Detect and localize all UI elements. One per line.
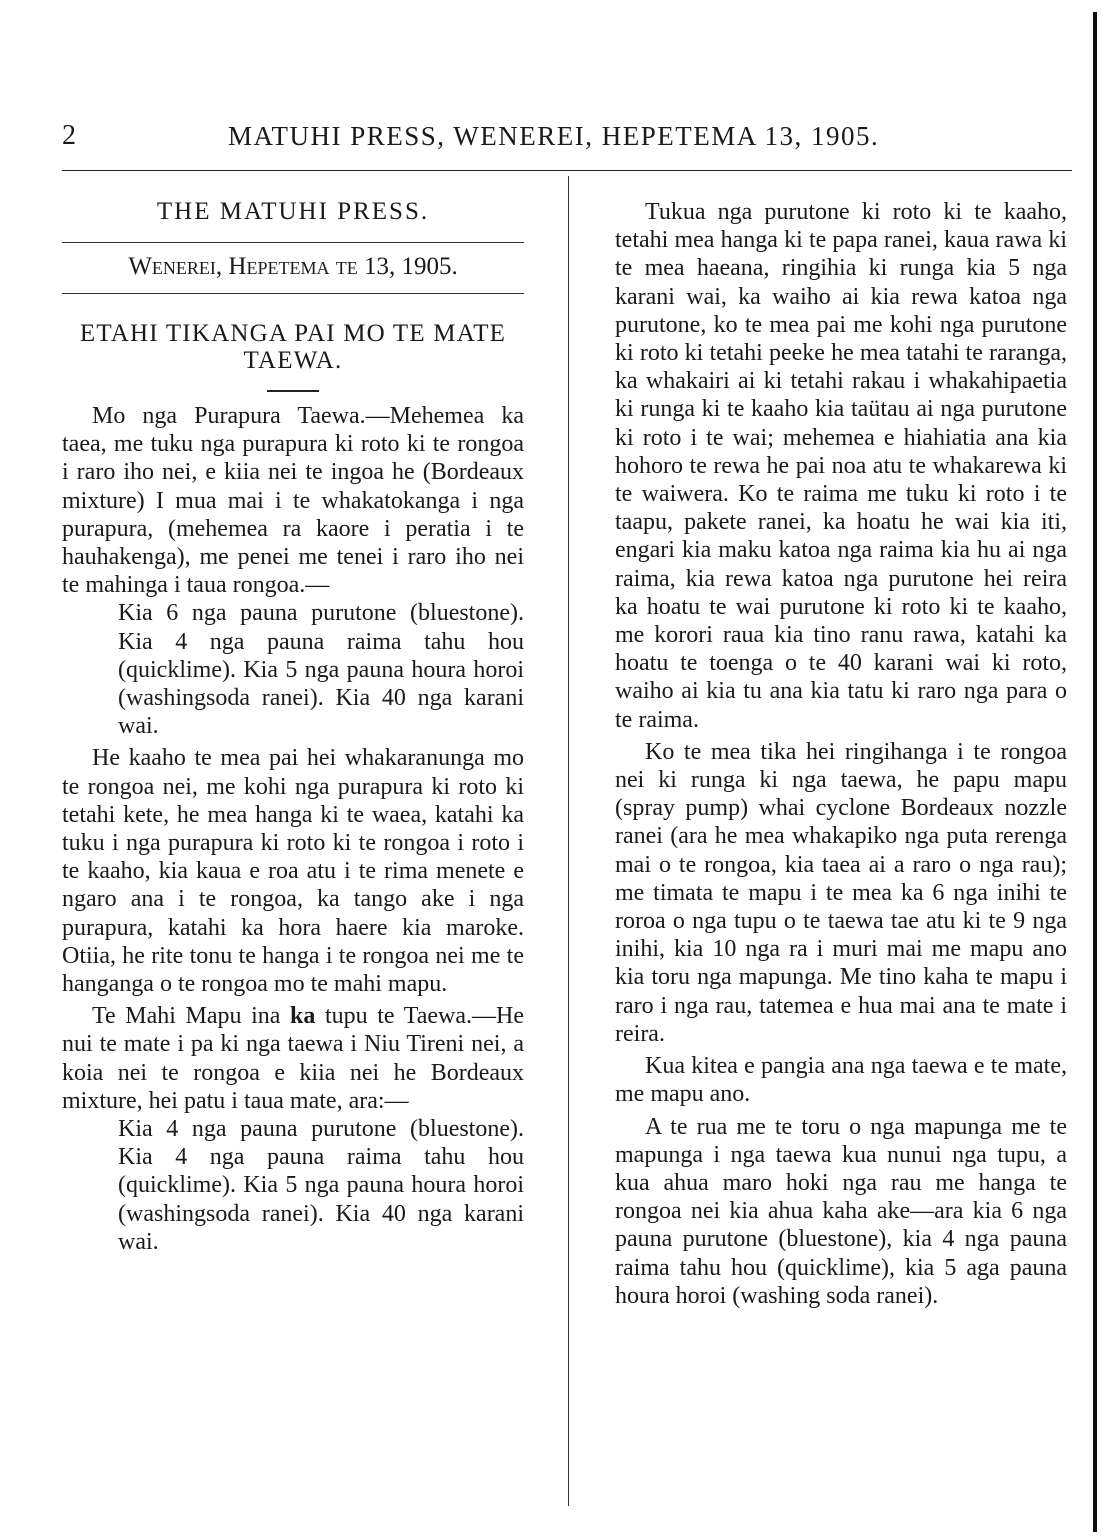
recipe-spray: Kia 4 nga pauna purutone (bluestone). Kia 4 nga pauna raima tahu hou (quicklime). Kia 5 nga pauna houra horoi (washingsoda ranei). Kia 40 nga karani wai. (118, 1116, 524, 1255)
dateline-rule (62, 293, 524, 294)
article-headline: ETAHI TIKANGA PAI MO TE MATE TAEWA. (79, 320, 507, 374)
headline-short-rule (267, 390, 319, 392)
spraying-text-bold: ka (290, 1003, 316, 1030)
page-edge-line (1093, 12, 1097, 1532)
dateline (62, 247, 524, 287)
column-divider (568, 176, 569, 1506)
right-column (615, 198, 1067, 1310)
recipe-seed: Kia 6 nga pauna purutone (bluestone). Kia 4 nga pauna raima tahu hou (quicklime). Kia 5 nga pauna houra horoi (washingsoda ranei). Kia 40 nga karani wai. (118, 600, 524, 740)
header-rule (62, 170, 1072, 171)
running-head-title: MATUHI PRESS, WENEREI, HEPETEMA 13, 1905. (228, 121, 880, 151)
left-column (62, 184, 524, 1256)
spraying-text-a: Te Mahi Mapu ina (92, 1003, 291, 1030)
dateline-prefix: Wenerei, Hepetema te (128, 253, 364, 280)
spraying-text-b: tupu te Taewa.—He nui te mate i pa ki nga taewa i Niu Tireni nei, a koia nei te rongoa e kiia nei he Bordeaux mixture, hei patu i taua mate, ara:— (62, 1003, 525, 1114)
masthead-rule (62, 242, 524, 243)
article-paragraph-respray: Kua kitea e pangia ana nga taewa e te mate, me mapu ano. (615, 1053, 1067, 1108)
masthead: THE MATUHI PRESS. (156, 198, 430, 225)
running-head (62, 116, 1072, 156)
article-paragraph-spraying (62, 1002, 524, 1115)
article-paragraph-pump: Ko te mea tika hei ringihanga i te rongoa nei ki runga ki nga taewa, he papu mapu (spray pump) whai cyclone Bordeaux nozzle ranei (ara he mea whakapiko nga puta rerenga mai o te rongoa, kia taea ai a raro o nga rau); me timata te mapu i te mea ka 6 nga inihi te roroa o nga tupu o te taewa tae atu ki te 9 nga inihi, kia 10 nga ra i muri mai me mapu ano kia toru nga mapunga. Me tino kaha te mapu i raro i nga rau, tatemea e hua mai ana te mate i reira. (615, 738, 1067, 1047)
article-paragraph-kaaho: He kaaho te mea pai hei whakaranunga mo te rongoa nei, me kohi nga purapura ki roto ki tetahi kete, he mea hanga ki te waea, katahi ka tuku i nga purapura ki roto ki te rongoa i roto i te kaaho, kia kaua e roa atu i te rima menete e ngaro ana i te rongoa, ka tango ake i nga purapura, katahi ka hora haere kia maroke. Otiia, he rite tonu te hanga i te rongoa nei me te hanganga o te rongoa mo te mahi mapu. (62, 745, 524, 998)
dateline-date: 13, 1905. (363, 253, 458, 280)
article-paragraph-dissolving: Tukua nga purutone ki roto ki te kaaho, tetahi mea hanga ki te papa ranei, kaua rawa ki te mea haeana, ringihia ki runga kia 5 nga karani wai, ka waiho ai kia rewa katoa nga purutone, ko te mea pai me kohi nga purutone ki roto ki tetahi peeke he mea tatahi te raranga, ka whakairi ai ki tetahi rakau i whakahipaetia ki runga ki te kaaho kia taütau ai nga purutone ki roto i te wai; mehemea e hiahiatia ana kia hohoro te rewa he pai noa atu te whakarewa ki te waiwera. Ko te raima me tuku ki roto i te taapu, pakete ranei, ka hoatu he wai kia iti, engari kia maku katoa nga raima kia hu ai nga raima, kia rewa katoa nga purutone hei reira ka hoatu te wai purutone ki roto ki te kaaho, me korori raua kia tino ranu rawa, katahi ka hoatu te toenga o te 40 karani wai ki roto, waiho ai kia tu ana kia tatu ki raro nga para o te raima. (615, 199, 1067, 733)
page-number: 2 (62, 120, 76, 151)
article-paragraph-stronger-mix: A te rua me te toru o nga mapunga me te mapunga i nga taewa kua nunui nga tupu, a kua ahua maro hoki nga rau me hanga te rongoa nei kia ahua kaha ake—ara kia 6 nga pauna purutone (bluestone), kia 4 nga pauna raima tahu hou (quicklime), kia 5 aga pauna houra horoi (washing soda ranei). (615, 1113, 1067, 1309)
article-paragraph-seed: Mo nga Purapura Taewa.—Mehemea ka taea, me tuku nga purapura ki roto ki te rongoa i raro iho nei, e kiia nei te ingoa he (Bordeaux mixture) I mua mai i te whakatokanga i nga purapura, (mehemea ra kaore i peratia i te hauhakenga), me penei me tenei i raro iho nei te mahinga i taua rongoa.— (62, 403, 524, 599)
